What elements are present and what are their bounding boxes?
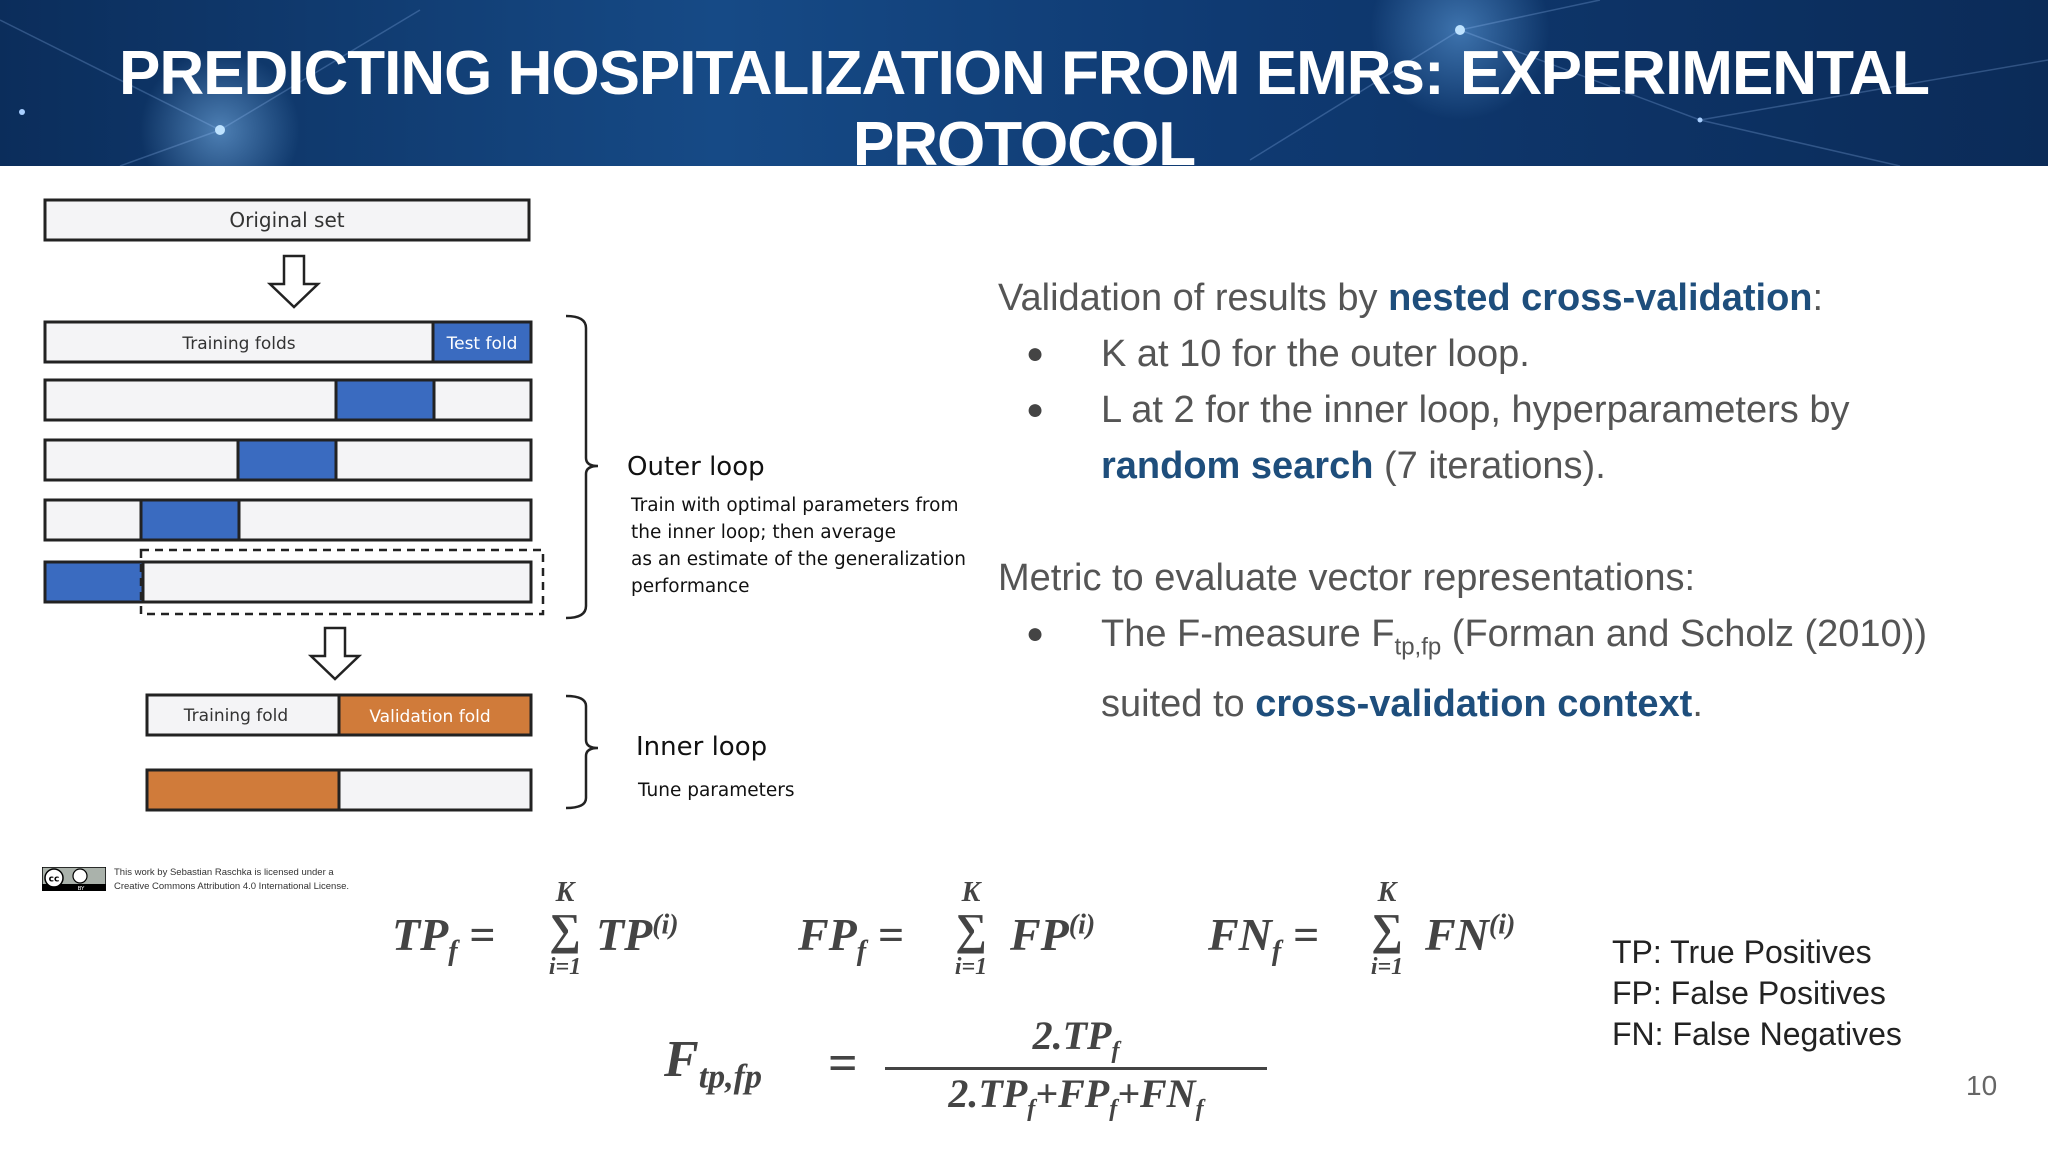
bullet-f-measure-cont: suited to cross-validation context. <box>1101 682 1703 725</box>
equals-sign: = <box>828 1035 858 1092</box>
outer-loop-bracket <box>566 316 598 618</box>
down-arrow-icon <box>270 256 318 307</box>
inner-loop-bracket <box>566 696 598 808</box>
page-number: 10 <box>1966 1070 1998 1101</box>
cc-by-license-badge <box>42 867 106 891</box>
inner-loop-title: Inner loop <box>636 732 768 762</box>
inner-fold-row-1 <box>147 695 531 735</box>
license-text: This work by Sebastian Raschka is licensed under a Creative Commons Attribution 4.0 International License. <box>114 867 349 892</box>
formula-fn: $FN_f$ = <box>1208 909 1319 968</box>
formula-f-measure-fraction <box>885 1012 1267 1123</box>
cv-context-highlight: cross-validation context <box>1255 682 1693 725</box>
outer-fold-row-2 <box>45 380 531 420</box>
formula-fp: $FP_f$ = <box>798 909 904 968</box>
fraction-denominator: $2.TP_f+FP_f+FN_f$ <box>948 1071 1204 1122</box>
outer-loop-desc-line-2: the inner loop; then average <box>631 522 897 543</box>
outer-loop-desc-line-3: as an estimate of the generalization <box>631 549 966 570</box>
formula-fn-term: FN$^{(i)}$ <box>1425 909 1516 960</box>
validation-line: Validation of results by nested cross-validation: <box>998 277 1824 319</box>
sum-symbol-fp: K ∑ i=1 <box>954 877 988 980</box>
training-fold-label: Training fold <box>183 706 289 726</box>
svg-text:BY: BY <box>77 886 85 891</box>
svg-text:cc: cc <box>48 874 60 885</box>
original-set-label: Original set <box>229 208 345 232</box>
outer-fold-row-5 <box>45 550 543 614</box>
header-banner <box>0 0 2048 166</box>
legend-fn: FN: False Negatives <box>1612 1016 1902 1052</box>
formula-tp: $TP_f$ = <box>392 909 496 968</box>
outer-loop-title: Outer loop <box>627 452 765 482</box>
bullet-inner-loop: ● L at 2 for the inner loop, hyperparameters by <box>998 382 1938 438</box>
formula-tp-term: TP$^{(i)}$ <box>596 909 679 960</box>
abbreviation-legend <box>1612 932 1902 1055</box>
fraction-numerator: $2.TP_f$ <box>885 1012 1267 1070</box>
page-title: PREDICTING HOSPITALIZATION FROM EMRs: EXPERIMENTAL PROTOCOL <box>119 39 1929 166</box>
formula-f-measure-lhs: $F_{tp,fp}$ <box>664 1031 762 1096</box>
outer-fold-row-3 <box>45 440 531 480</box>
protocol-description <box>998 270 1938 732</box>
bullet-dot-icon: ● <box>1026 617 1045 650</box>
training-folds-label: Training folds <box>182 334 296 354</box>
bullet-f-measure: ● The F-measure $F_{tp,fp}$ (Forman and Scholz (2010)) <box>998 606 1938 676</box>
outer-loop-desc-line-1: Train with optimal parameters from <box>631 495 959 516</box>
bullet-inner-loop-cont: random search (7 iterations). <box>1101 445 1606 487</box>
legend-fp: FP: False Positives <box>1612 975 1886 1011</box>
formula-fp-term: FP$^{(i)}$ <box>1010 909 1096 960</box>
nested-cv-diagram <box>0 166 1000 886</box>
metric-title: Metric to evaluate vector representations: <box>998 557 1696 599</box>
outer-loop-desc-line-4: performance <box>631 576 750 597</box>
test-fold-label: Test fold <box>446 334 518 354</box>
nested-cv-highlight: nested cross-validation <box>1388 277 1813 319</box>
outer-fold-row-4 <box>45 500 531 540</box>
bullet-dot-icon: ● <box>1026 337 1045 370</box>
inner-fold-row-2 <box>147 770 531 810</box>
bullet-outer-loop: ● K at 10 for the outer loop. <box>998 326 1938 382</box>
inner-loop-desc: Tune parameters <box>638 780 795 801</box>
random-search-highlight: random search <box>1101 445 1374 487</box>
sum-symbol-tp: K ∑ i=1 <box>548 877 582 980</box>
bullet-dot-icon: ● <box>1026 393 1045 426</box>
outer-fold-row-1 <box>45 322 531 362</box>
validation-fold-label: Validation fold <box>369 707 491 727</box>
down-arrow-icon <box>311 628 359 679</box>
sum-symbol-fn: K ∑ i=1 <box>1370 877 1404 980</box>
legend-tp: TP: True Positives <box>1612 934 1872 970</box>
